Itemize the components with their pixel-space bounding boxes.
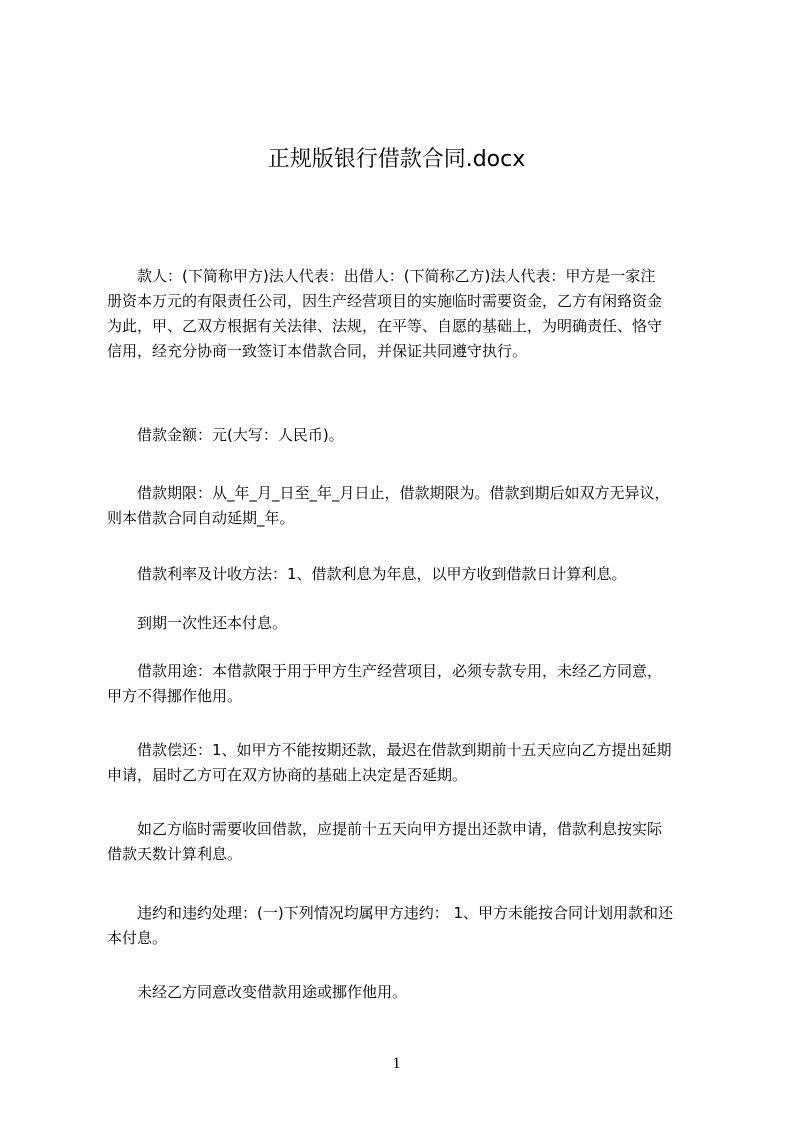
paragraph-line: 借款利率及计收方法：1、借款利息为年息，以甲方收到借款日计算利息。 — [137, 565, 627, 583]
paragraph-line: 借款金额：元(大写：人民币)。 — [137, 426, 344, 444]
paragraph — [107, 611, 707, 636]
paragraph-line: 借款用途：本借款限于用于甲方生产经营项目，必须专款专用，未经乙方同意， — [137, 662, 663, 680]
page-number: 1 — [392, 1055, 401, 1072]
paragraph-line: 则本借款合同自动延期_年。 — [107, 509, 295, 527]
paragraph-line: 信用，经充分协商一致签订本借款合同，并保证共同遵守执行。 — [107, 342, 528, 360]
paragraph-line: 本付息。 — [107, 929, 168, 947]
paragraph-line: 为此，甲、乙双方根据有关法律、法规，在平等、自愿的基础上，为明确责任、恪守 — [107, 317, 663, 335]
paragraph — [107, 481, 707, 531]
paragraph-line: 申请，届时乙方可在双方协商的基础上决定是否延期。 — [107, 766, 468, 784]
paragraph — [107, 264, 707, 364]
paragraph-line: 违约和违约处理：(一)下列情况均属甲方违约： 1、甲方未能按合同计划用款和还 — [137, 904, 674, 922]
paragraph-line: 如乙方临时需要收回借款，应提前十五天向甲方提出还款申请，借款利息按实际 — [137, 820, 663, 838]
paragraph — [107, 901, 707, 951]
paragraph-line: 甲方不得挪作他用。 — [107, 687, 243, 705]
paragraph-line: 未经乙方同意改变借款用途或挪作他用。 — [137, 983, 408, 1001]
paragraph-line: 款人：(下简称甲方)法人代表：出借人：(下简称乙方)法人代表：甲方是一家注 — [137, 267, 656, 285]
paragraph — [107, 738, 707, 788]
paragraph-line: 借款期限：从_年_月_日至_年_月日止，借款期限为。借款到期后如双方无异议， — [137, 484, 670, 502]
paragraph — [107, 423, 707, 448]
paragraph — [107, 659, 707, 709]
paragraph-line: 册资本万元的有限责任公司，因生产经营项目的实施临时需要资金，乙方有闲臵资金 — [107, 292, 663, 310]
paragraph-line: 借款天数计算利息。 — [107, 845, 243, 863]
paragraph — [107, 817, 707, 867]
paragraph-line: 到期一次性还本付息。 — [137, 614, 288, 632]
paragraph — [107, 980, 707, 1005]
paragraph — [107, 562, 707, 587]
document-title: 正规版银行借款合同.docx — [267, 147, 526, 172]
paragraph-line: 借款偿还：1、如甲方不能按期还款，最迟在借款到期前十五天应向乙方提出延期 — [137, 741, 672, 759]
